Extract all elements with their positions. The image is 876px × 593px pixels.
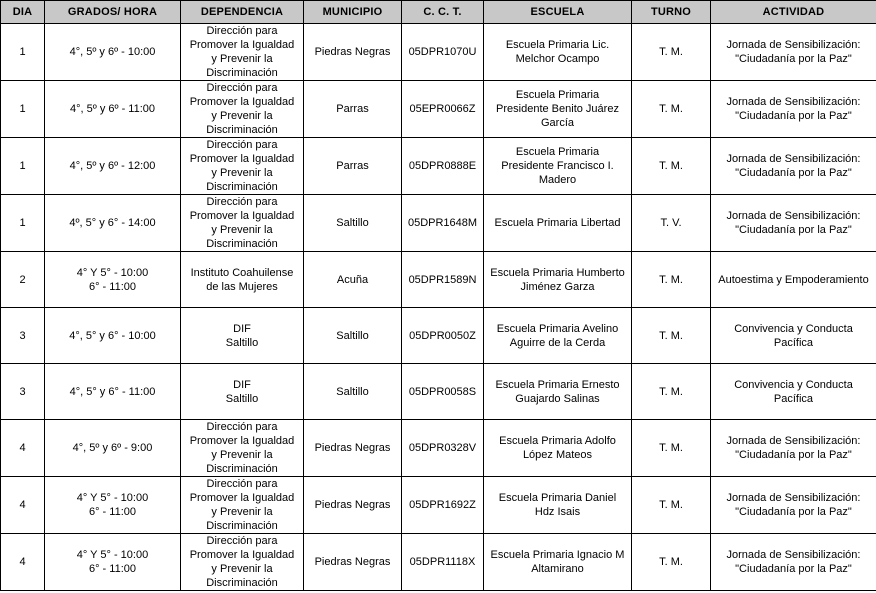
header-actividad: ACTIVIDAD [711, 1, 876, 24]
cell-turno: T. M. [632, 364, 711, 420]
cell-municipio: Piedras Negras [304, 420, 402, 477]
cell-municipio: Piedras Negras [304, 24, 402, 81]
cell-turno: T. M. [632, 308, 711, 364]
cell-dia: 3 [1, 308, 45, 364]
cell-municipio: Piedras Negras [304, 477, 402, 534]
cell-actividad: Jornada de Sensibilización: "Ciudadanía por la Paz" [711, 195, 876, 252]
cell-municipio: Saltillo [304, 195, 402, 252]
cell-municipio: Parras [304, 81, 402, 138]
cell-dia: 1 [1, 81, 45, 138]
cell-grados-hora: 4°, 5° y 6° - 10:00 [45, 308, 181, 364]
table-row [1, 534, 876, 591]
cell-municipio: Parras [304, 138, 402, 195]
cell-escuela: Escuela Primaria Adolfo López Mateos [484, 420, 632, 477]
cell-dia: 4 [1, 534, 45, 591]
cell-cct: 05DPR1648M [402, 195, 484, 252]
table-row [1, 81, 876, 138]
cell-turno: T. M. [632, 252, 711, 308]
cell-turno: T. V. [632, 195, 711, 252]
cell-grados-hora: 4°, 5° y 6° - 11:00 [45, 364, 181, 420]
cell-escuela: Escuela Primaria Lic. Melchor Ocampo [484, 24, 632, 81]
cell-escuela: Escuela Primaria Humberto Jiménez Garza [484, 252, 632, 308]
cell-turno: T. M. [632, 81, 711, 138]
cell-cct: 05DPR0058S [402, 364, 484, 420]
cell-dependencia: Dirección para Promover la Igualdad y Prevenir la Discriminación [181, 420, 304, 477]
table-row [1, 308, 876, 364]
table-row [1, 420, 876, 477]
table-row [1, 477, 876, 534]
cell-grados-hora: 4° Y 5° - 10:00 6° - 11:00 [45, 534, 181, 591]
header-municipio: MUNICIPIO [304, 1, 402, 24]
cell-dependencia: Dirección para Promover la Igualdad y Prevenir la Discriminación [181, 81, 304, 138]
cell-escuela: Escuela Primaria Libertad [484, 195, 632, 252]
cell-actividad: Jornada de Sensibilización: "Ciudadanía por la Paz" [711, 477, 876, 534]
cell-dia: 3 [1, 364, 45, 420]
cell-turno: T. M. [632, 420, 711, 477]
cell-cct: 05DPR0328V [402, 420, 484, 477]
cell-dia: 1 [1, 195, 45, 252]
cell-cct: 05DPR0050Z [402, 308, 484, 364]
cell-cct: 05DPR1692Z [402, 477, 484, 534]
cell-cct: 05DPR1118X [402, 534, 484, 591]
table-row [1, 138, 876, 195]
cell-grados-hora: 4°, 5º y 6º - 10:00 [45, 24, 181, 81]
cell-dependencia: Dirección para Promover la Igualdad y Prevenir la Discriminación [181, 534, 304, 591]
cell-dependencia: Dirección para Promover la Igualdad y Prevenir la Discriminación [181, 477, 304, 534]
cell-escuela: Escuela Primaria Daniel Hdz Isais [484, 477, 632, 534]
cell-cct: 05EPR0066Z [402, 81, 484, 138]
cell-dia: 4 [1, 420, 45, 477]
table-row [1, 364, 876, 420]
cell-municipio: Acuña [304, 252, 402, 308]
cell-grados-hora: 4°, 5º y 6º - 12:00 [45, 138, 181, 195]
cell-grados-hora: 4°, 5º y 6º - 9:00 [45, 420, 181, 477]
table-row [1, 195, 876, 252]
table-row [1, 24, 876, 81]
cell-grados-hora: 4° Y 5° - 10:00 6° - 11:00 [45, 252, 181, 308]
cell-actividad: Jornada de Sensibilización: "Ciudadanía por la Paz" [711, 138, 876, 195]
header-escuela: ESCUELA [484, 1, 632, 24]
cell-dia: 1 [1, 138, 45, 195]
cell-cct: 05DPR1589N [402, 252, 484, 308]
header-dependencia: DEPENDENCIA [181, 1, 304, 24]
cell-grados-hora: 4º, 5° y 6° - 14:00 [45, 195, 181, 252]
cell-actividad: Jornada de Sensibilización: "Ciudadanía por la Paz" [711, 24, 876, 81]
cell-actividad: Autoestima y Empoderamiento [711, 252, 876, 308]
cell-turno: T. M. [632, 24, 711, 81]
cell-municipio: Saltillo [304, 308, 402, 364]
cell-cct: 05DPR0888E [402, 138, 484, 195]
cell-grados-hora: 4°, 5º y 6º - 11:00 [45, 81, 181, 138]
header-row [1, 1, 876, 24]
header-dia: DIA [1, 1, 45, 24]
cell-turno: T. M. [632, 138, 711, 195]
cell-actividad: Jornada de Sensibilización: "Ciudadanía por la Paz" [711, 534, 876, 591]
header-grados-hora: GRADOS/ HORA [45, 1, 181, 24]
header-turno: TURNO [632, 1, 711, 24]
cell-actividad: Convivencia y Conducta Pacífica [711, 364, 876, 420]
cell-dependencia: Dirección para Promover la Igualdad y Prevenir la Discriminación [181, 24, 304, 81]
cell-escuela: Escuela Primaria Avelino Aguirre de la Cerda [484, 308, 632, 364]
cell-grados-hora: 4° Y 5° - 10:00 6° - 11:00 [45, 477, 181, 534]
cell-dependencia: Dirección para Promover la Igualdad y Prevenir la Discriminación [181, 138, 304, 195]
cell-dependencia: Instituto Coahuilense de las Mujeres [181, 252, 304, 308]
header-cct: C. C. T. [402, 1, 484, 24]
cell-cct: 05DPR1070U [402, 24, 484, 81]
cell-municipio: Saltillo [304, 364, 402, 420]
cell-dependencia: Dirección para Promover la Igualdad y Prevenir la Discriminación [181, 195, 304, 252]
cell-dependencia: DIF Saltillo [181, 308, 304, 364]
table-row [1, 252, 876, 308]
cell-dia: 4 [1, 477, 45, 534]
cell-dependencia: DIF Saltillo [181, 364, 304, 420]
cell-municipio: Piedras Negras [304, 534, 402, 591]
cell-escuela: Escuela Primaria Presidente Francisco I. Madero [484, 138, 632, 195]
cell-escuela: Escuela Primaria Ignacio M Altamirano [484, 534, 632, 591]
cell-actividad: Convivencia y Conducta Pacífica [711, 308, 876, 364]
cell-actividad: Jornada de Sensibilización: "Ciudadanía por la Paz" [711, 420, 876, 477]
cell-escuela: Escuela Primaria Presidente Benito Juárez García [484, 81, 632, 138]
cell-actividad: Jornada de Sensibilización: "Ciudadanía por la Paz" [711, 81, 876, 138]
cell-escuela: Escuela Primaria Ernesto Guajardo Salinas [484, 364, 632, 420]
cell-turno: T. M. [632, 534, 711, 591]
cell-dia: 2 [1, 252, 45, 308]
cell-dia: 1 [1, 24, 45, 81]
cell-turno: T. M. [632, 477, 711, 534]
